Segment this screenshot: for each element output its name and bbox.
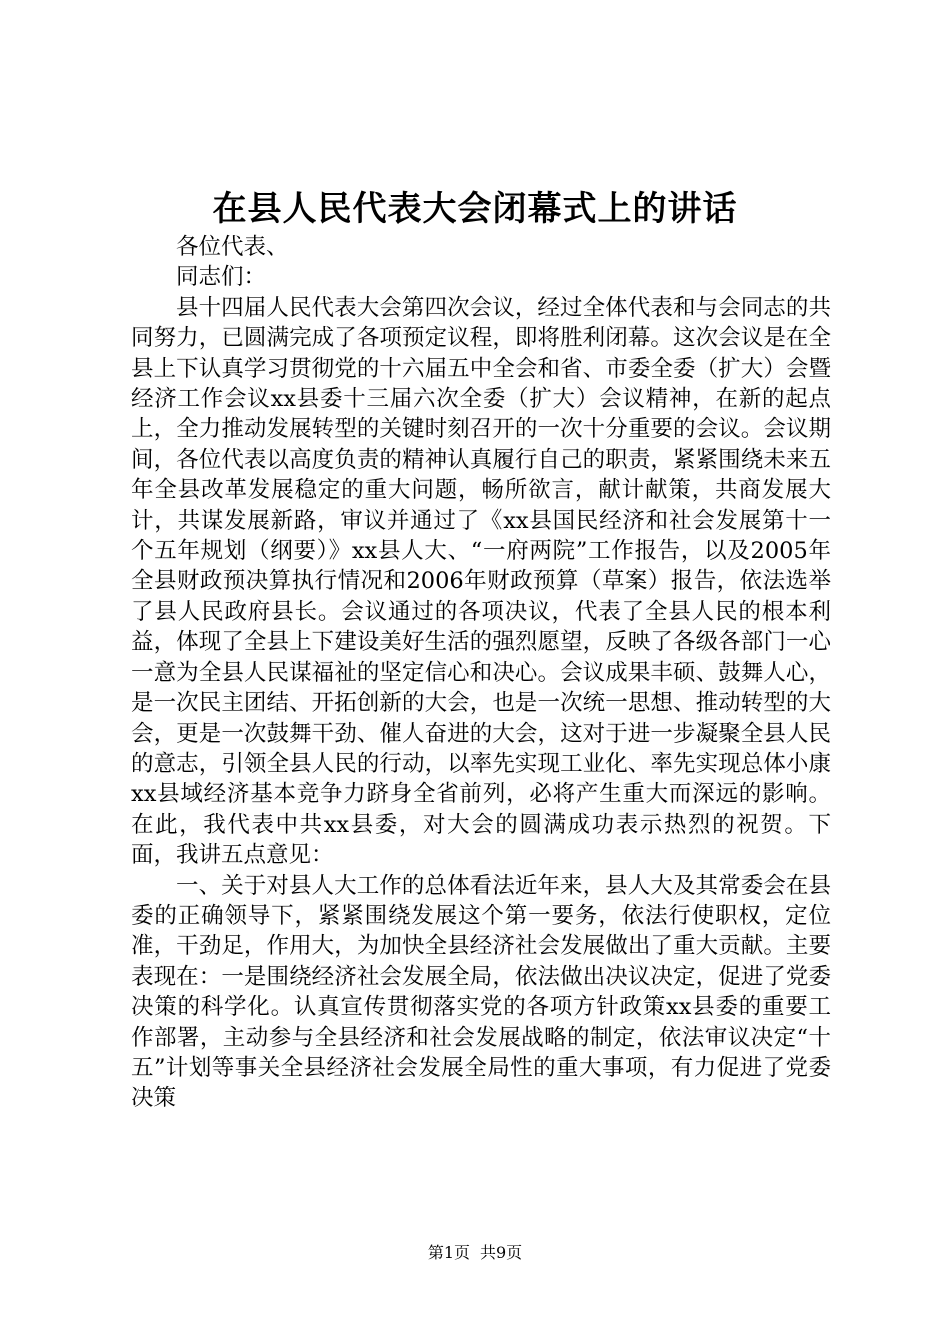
page-number: 第1页 bbox=[427, 1243, 470, 1262]
body-paragraph: 县十四届人民代表大会第四次会议，经过全体代表和与会同志的共同努力，已圆满完成了各项预定议程，即将胜利闭幕。这次会议是在全县上下认真学习贯彻党的十六届五中全会和省、市委全委（扩大）会暨经济工作会议xx县委十三届六次全委（扩大）会议精神，在新的起点上，全力推动发展转型的关键时刻召开的一次十分重要的会议。会议期间，各位代表以高度负责的精神认真履行自己的职责，紧紧围绕未来五年全县改革发展稳定的重大问题，畅所欲言，献计献策，共商发展大计，共谋发展新路，审议并通过了《xx县国民经济和社会发展第十一个五年规划（纲要）》xx县人大、“一府两院”工作报告，以及2005年全县财政预决算执行情况和2006年财政预算（草案）报告，依法选举了县人民政府县长。会议通过的各项决议，代表了全县人民的根本利益，体现了全县上下建设美好生活的强烈愿望，反映了各级各部门一心一意为全县人民谋福祉的坚定信心和决心。会议成果丰硕、鼓舞人心，是一次民主团结、开拓创新的大会，也是一次统一思想、推动转型的大会，更是一次鼓舞干劲、催人奋进的大会，这对于进一步凝聚全县人民的意志，引领全县人民的行动，以率先实现工业化、率先实现总体小康xx县域经济基本竞争力跻身全省前列，必将产生重大而深远的影响。在此，我代表中共xx县委，对大会的圆满成功表示热烈的祝贺。下面，我讲五点意见： bbox=[131, 294, 831, 869]
page-total: 共9页 bbox=[480, 1243, 523, 1262]
document-title: 在县人民代表大会闭幕式上的讲话 bbox=[212, 189, 738, 229]
page-footer bbox=[0, 1242, 950, 1264]
body-paragraph: 一、关于对县人大工作的总体看法近年来，县人大及其常委会在县委的正确领导下，紧紧围绕发展这个第一要务，依法行使职权，定位准，干劲足，作用大，为加快全县经济社会发展做出了重大贡献。主要表现在：一是围绕经济社会发展全局，依法做出决议决定，促进了党委决策的科学化。认真宣传贯彻落实党的各项方针政策xx县委的重要工作部署，主动参与全县经济和社会发展战略的制定，依法审议决定“十五”计划等事关全县经济社会发展全局性的重大事项，有力促进了党委决策 bbox=[131, 872, 831, 1112]
salutation-line: 同志们： bbox=[176, 264, 267, 291]
document-body bbox=[131, 232, 831, 1114]
salutation-line: 各位代表、 bbox=[176, 234, 289, 260]
